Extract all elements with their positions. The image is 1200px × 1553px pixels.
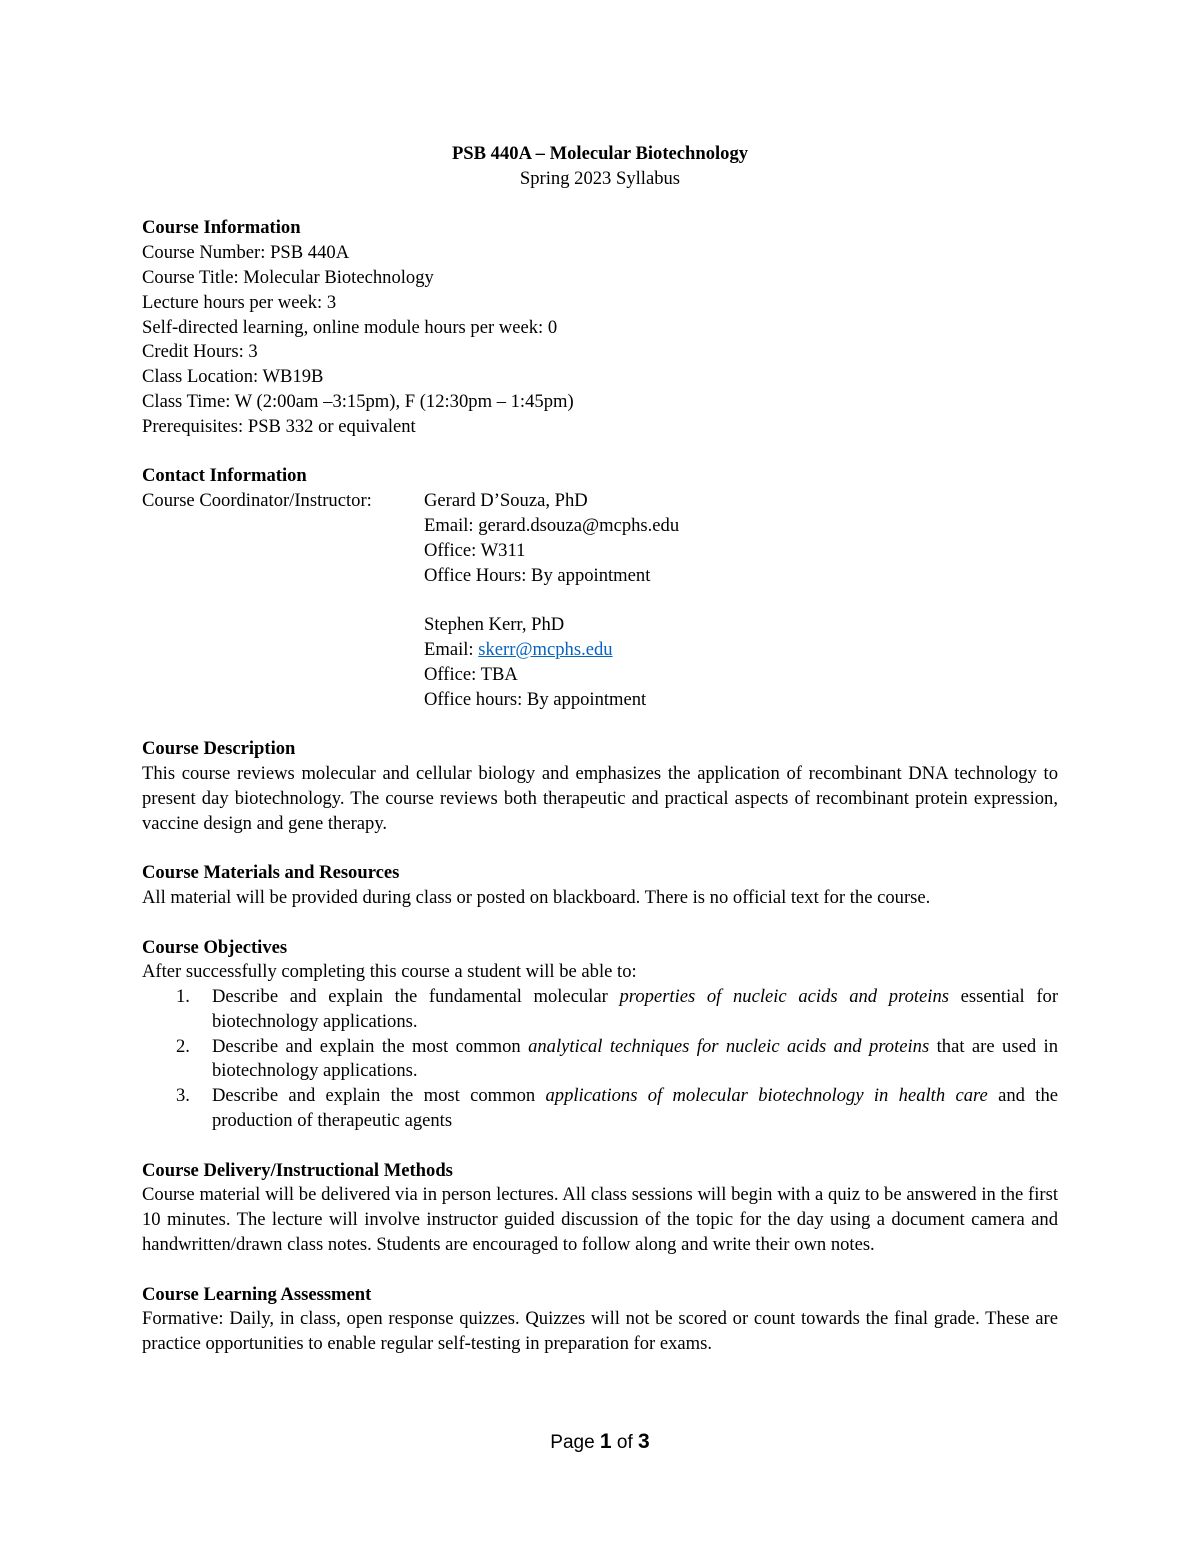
instructor-2-hours: Office hours: By appointment — [424, 688, 647, 710]
objective-text — [212, 1035, 1058, 1085]
objective-text-emphasis: applications of molecular biotechnology in health care — [545, 1085, 988, 1107]
course-assessment-heading: Course Learning Assessment — [142, 1283, 372, 1305]
lecture-hours-line: Lecture hours per week: 3 — [142, 291, 337, 313]
credit-hours-line: Credit Hours: 3 — [142, 341, 258, 363]
course-materials-section — [142, 861, 1058, 911]
document-title: PSB 440A – Molecular Biotechnology — [451, 143, 749, 164]
course-materials-text: All material will be provided during class or posted on blackboard. There is no official text for the course. — [142, 886, 931, 908]
course-objectives-section — [142, 936, 1058, 1134]
instructor-1-office: Office: W311 — [424, 539, 526, 561]
instructor-2-email-link[interactable]: skerr@mcphs.edu — [478, 638, 613, 660]
contact-information-heading: Contact Information — [142, 465, 307, 487]
instructor-1-name: Gerard D’Souza, PhD — [424, 490, 588, 512]
prerequisites-line: Prerequisites: PSB 332 or equivalent — [142, 415, 416, 437]
objective-text-pre: Describe and explain the fundamental molecular — [212, 986, 620, 1008]
instructor-details — [424, 489, 1058, 712]
objective-number: 3. — [176, 1085, 190, 1107]
instructor-2-email-line — [424, 638, 1058, 663]
instructor-2-name: Stephen Kerr, PhD — [424, 614, 565, 636]
course-number-line: Course Number: PSB 440A — [142, 242, 350, 264]
objective-text — [212, 985, 1058, 1035]
objective-text — [212, 1084, 1058, 1134]
spacer — [424, 588, 1058, 613]
course-delivery-heading: Course Delivery/Instructional Methods — [142, 1159, 453, 1181]
online-module-hours-line: Self-directed learning, online module hours per week: 0 — [142, 316, 558, 338]
contact-information-section — [142, 464, 1058, 712]
objective-text-emphasis: analytical techniques for nucleic acids and proteins — [528, 1035, 930, 1057]
objective-number: 1. — [176, 986, 190, 1008]
objective-number: 2. — [176, 1035, 190, 1057]
course-information-section — [142, 216, 1058, 439]
page-word: Page — [550, 1432, 595, 1453]
objective-text-pre: Describe and explain the most common — [212, 1035, 529, 1057]
objective-text-post: essential for biotechnology applications. — [212, 986, 1059, 1032]
objective-text-post: that are used in biotechnology applications. — [212, 1035, 1058, 1082]
page-total: 3 — [638, 1430, 650, 1453]
course-delivery-section — [142, 1159, 1058, 1258]
course-objectives-heading: Course Objectives — [142, 936, 288, 958]
page-footer — [0, 1430, 1200, 1456]
objective-item — [142, 985, 1058, 1035]
course-materials-heading: Course Materials and Resources — [142, 862, 400, 884]
class-location-line: Class Location: WB19B — [142, 366, 324, 388]
document-subtitle: Spring 2023 Syllabus — [519, 167, 681, 189]
course-information-heading: Course Information — [142, 217, 301, 239]
objective-item — [142, 1084, 1058, 1134]
class-time-line: Class Time: W (2:00am –3:15pm), F (12:30pm – 1:45pm) — [142, 390, 574, 412]
course-description-section — [142, 737, 1058, 836]
objective-text-pre: Describe and explain the most common — [212, 1085, 546, 1107]
course-delivery-text: Course material will be delivered via in person lectures. All class sessions will begin with a quiz to be answered in the first 10 minutes. The lecture will involve instructor guided discussion of the topic for the day using a document camera and handwritten/drawn class notes. Students are encouraged to follow along and write their own notes. — [142, 1184, 1058, 1256]
instructor-2-office: Office: TBA — [424, 663, 518, 685]
instructor-2-email-label: Email: — [424, 638, 479, 660]
document-page — [142, 142, 1058, 1357]
course-description-heading: Course Description — [142, 738, 296, 760]
objective-text-emphasis: properties of nucleic acids and proteins — [619, 986, 950, 1008]
course-assessment-text: Formative: Daily, in class, open response quizzes. Quizzes will not be scored or count towards the final grade. These are practice opportunities to enable regular self-testing in preparation for exams. — [142, 1308, 1058, 1355]
coordinator-label: Course Coordinator/Instructor: — [142, 490, 372, 512]
title-block — [142, 142, 1058, 192]
course-title-line: Course Title: Molecular Biotechnology — [142, 266, 434, 288]
of-word: of — [616, 1432, 633, 1453]
objective-item — [142, 1035, 1058, 1085]
course-objectives-intro: After successfully completing this course a student will be able to: — [142, 961, 637, 983]
course-description-text: This course reviews molecular and cellular biology and emphasizes the application of recombinant DNA technology to present day biotechnology. The course reviews both therapeutic and practical aspects of recombinant protein expression, vaccine design and gene therapy. — [142, 762, 1058, 834]
contact-row — [142, 489, 1058, 712]
page-number: 1 — [599, 1430, 612, 1453]
instructor-1-hours: Office Hours: By appointment — [424, 564, 651, 586]
objective-text-post: and the production of therapeutic agents — [212, 1085, 1059, 1132]
instructor-1-email: Email: gerard.dsouza@mcphs.edu — [424, 514, 680, 536]
course-assessment-section — [142, 1283, 1058, 1357]
objectives-list — [142, 985, 1058, 1134]
